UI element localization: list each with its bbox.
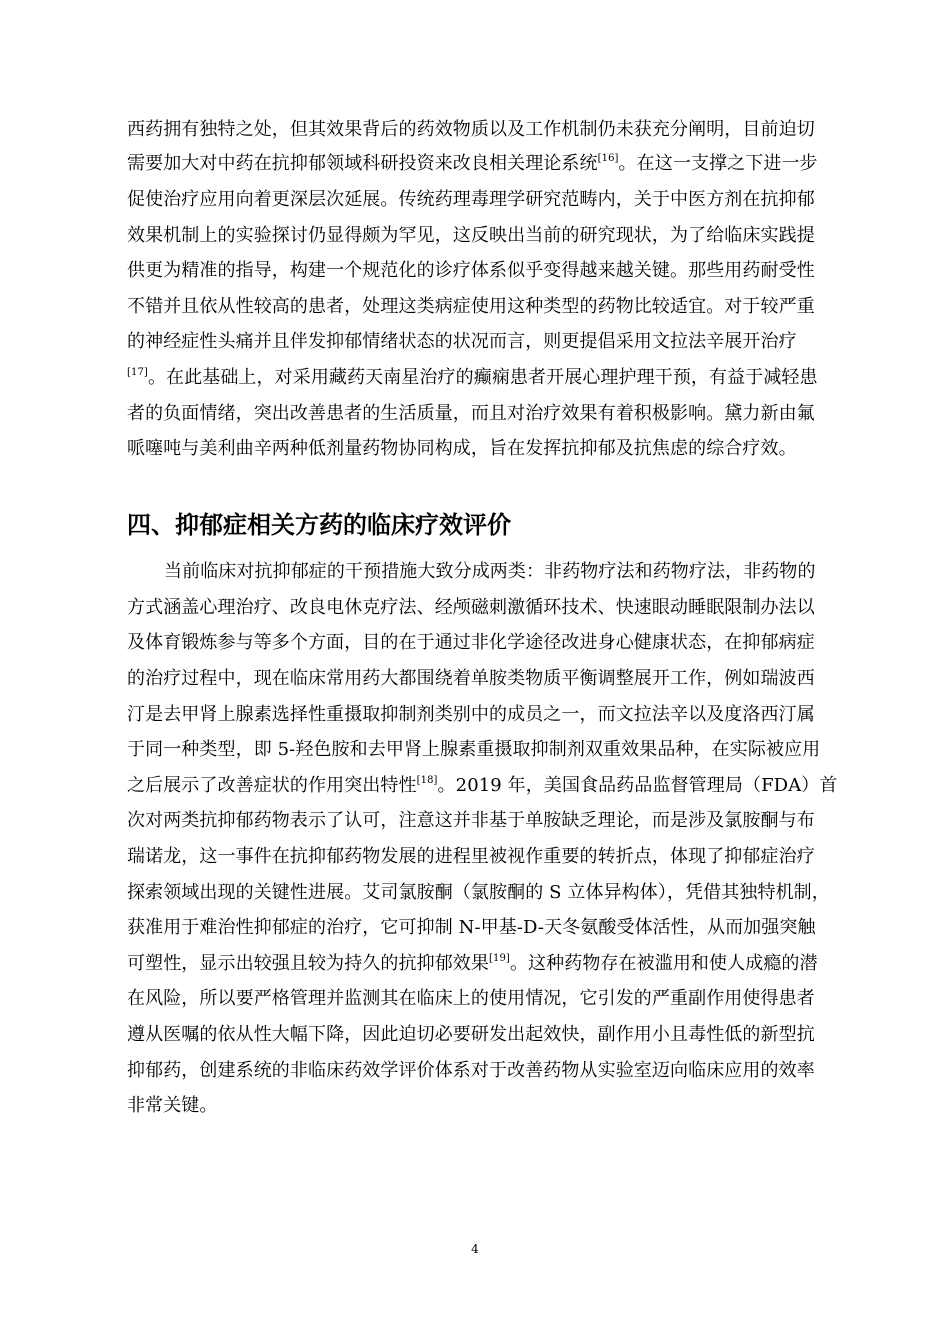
paragraph-line: 促使治疗应用向着更深层次延展。传统药理毒理学研究范畴内，关于中医方剂在抗抑郁 xyxy=(127,189,815,210)
paragraph-line: 及体育锻炼参与等多个方面，目的在于通过非化学途径改进身心健康状态，在抑郁病症 xyxy=(127,632,815,653)
page-number: 4 xyxy=(471,1242,479,1256)
paragraph-line: 西药拥有独特之处，但其效果背后的药效物质以及工作机制仍未获充分阐明，目前迫切 xyxy=(127,119,815,140)
citation-marker: [19] xyxy=(489,953,510,964)
paragraph-line: 供更为精准的指导，构建一个规范化的诊疗体系似乎变得越来越关键。那些用药耐受性 xyxy=(127,260,815,281)
paragraph-line xyxy=(127,774,862,798)
paragraph-line: 瑞诺龙，这一事件在抗抑郁药物发展的进程里被视作重要的转折点，体现了抑郁症治疗 xyxy=(127,846,815,867)
line-text: 之后展示了改善症状的作用突出特性 xyxy=(127,775,417,796)
citation-marker: [17] xyxy=(127,367,148,378)
paragraph-line: 汀是去甲肾上腺素选择性重摄取抑制剂类别中的成员之一，而文拉法辛以及度洛西汀属 xyxy=(127,704,815,725)
paragraph-line: 抑郁药，创建系统的非临床药效学评价体系对于改善药物从实验室迈向临床应用的效率 xyxy=(127,1060,815,1081)
paragraph-line: 于同一种类型，即 5-羟色胺和去甲肾上腺素重摄取抑制剂双重效果品种，在实际被应用 xyxy=(127,739,821,760)
paragraph-line: 获准用于难治性抑郁症的治疗，它可抑制 N-甲基-D-天冬氨酸受体活性，从而加强突触 xyxy=(127,917,816,938)
paragraph-line: 的治疗过程中，现在临床常用药大都围绕着单胺类物质平衡调整展开工作，例如瑞波西 xyxy=(127,668,815,689)
paragraph-line xyxy=(127,366,862,390)
paragraph-line: 在风险，所以要严格管理并监测其在临床上的使用情况，它引发的严重副作用使得患者 xyxy=(127,988,815,1009)
paragraph-line: 次对两类抗抑郁药物表示了认可，注意这并非基于单胺缺乏理论，而是涉及氯胺酮与布 xyxy=(127,810,815,831)
paragraph-line xyxy=(127,152,862,176)
line-text: 。在这一支撑之下进一步 xyxy=(618,153,818,174)
line-text: 。2019 年，美国食品药品监督管理局（FDA）首 xyxy=(437,775,838,796)
paragraph-line: 的神经症性头痛并且伴发抑郁情绪状态的状况而言，则更提倡采用文拉法辛展开治疗 xyxy=(127,331,797,352)
section-heading: 四、抑郁症相关方药的临床疗效评价 xyxy=(127,511,511,539)
paragraph-line: 遵从医嘱的依从性大幅下降，因此迫切必要研发出起效快，副作用小且毒性低的新型抗 xyxy=(127,1024,815,1045)
paragraph-line: 不错并且依从性较高的患者，处理这类病症使用这种类型的药物比较适宜。对于较严重 xyxy=(127,296,815,317)
paragraph-line: 当前临床对抗抑郁症的干预措施大致分成两类：非药物疗法和药物疗法，非药物的 xyxy=(164,561,816,582)
line-text: 可塑性，显示出较强且较为持久的抗抑郁效果 xyxy=(127,953,489,974)
paragraph-line: 方式涵盖心理治疗、改良电休克疗法、经颅磁刺激循环技术、快速眼动睡眠限制办法以 xyxy=(127,597,815,618)
paragraph-line: 者的负面情绪，突出改善患者的生活质量，而且对治疗效果有着积极影响。黛力新由氟 xyxy=(127,403,815,424)
paragraph-line xyxy=(127,952,862,976)
paragraph-line: 探索领域出现的关键性进展。艾司氯胺酮（氯胺酮的 S 立体异构体），凭借其独特机制， xyxy=(127,882,830,903)
paragraph-line: 非常关键。 xyxy=(127,1095,218,1116)
line-text: 。在此基础上，对采用藏药天南星治疗的癫痫患者开展心理护理干预，有益于减轻患 xyxy=(147,367,818,388)
line-text: 。这种药物存在被滥用和使人成瘾的潜 xyxy=(509,953,818,974)
paragraph-line: 哌噻吨与美利曲辛两种低剂量药物协同构成，旨在发挥抗抑郁及抗焦虑的综合疗效。 xyxy=(127,438,797,459)
line-text: 需要加大对中药在抗抑郁领域科研投资来改良相关理论系统 xyxy=(127,153,598,174)
citation-marker: [16] xyxy=(597,153,619,164)
paragraph-line: 效果机制上的实验探讨仍显得颇为罕见，这反映出当前的研究现状，为了给临床实践提 xyxy=(127,225,815,246)
citation-marker: [18] xyxy=(416,775,438,786)
